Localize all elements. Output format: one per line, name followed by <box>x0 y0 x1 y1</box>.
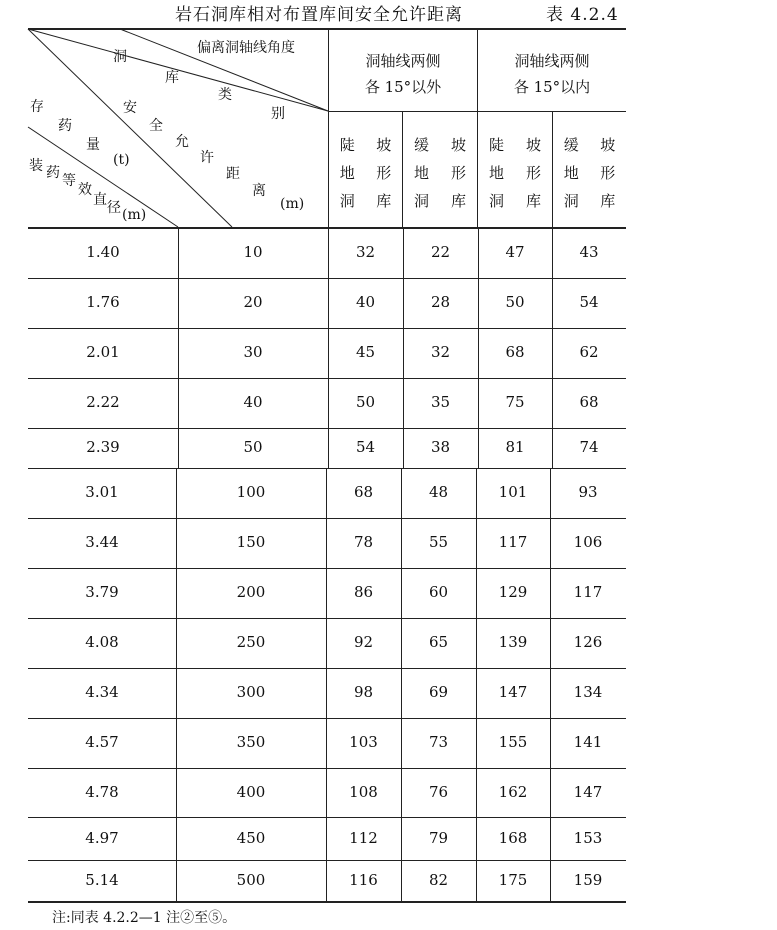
cell-outside-gentle: 35 <box>430 393 451 411</box>
header-diameter-char-6: 径 <box>107 200 121 216</box>
header-diameter-char-4: 效 <box>78 182 92 198</box>
row-divider <box>401 860 402 901</box>
cell-inside-gentle: 74 <box>579 438 599 456</box>
row-divider <box>550 668 551 718</box>
cell-diameter: 1.76 <box>86 293 120 311</box>
cell-inside-gentle: 68 <box>579 393 599 411</box>
row-divider <box>476 618 477 668</box>
cell-outside-gentle: 55 <box>428 533 449 551</box>
header-charge-char-3: 量 <box>86 137 100 153</box>
cell-outside-gentle: 32 <box>430 343 451 361</box>
row-divider <box>550 768 551 817</box>
cell-inside-steep: 101 <box>498 483 528 501</box>
row-divider <box>403 228 404 278</box>
row-divider <box>176 817 177 860</box>
row-divider <box>401 568 402 618</box>
subcolumn-1-char: 库 <box>376 192 392 210</box>
cell-inside-steep: 47 <box>505 243 525 261</box>
header-type-char-3: 类 <box>218 87 232 103</box>
header-type-char-1: 洞 <box>113 49 127 65</box>
header-distance-char-3: 允 <box>175 134 189 150</box>
row-divider <box>328 428 329 468</box>
header-distance-char-4: 许 <box>200 150 214 166</box>
row-divider <box>176 518 177 568</box>
row-divider <box>401 668 402 718</box>
cell-outside-gentle: 38 <box>430 438 451 456</box>
cell-outside-steep: 78 <box>353 533 374 551</box>
row-rule <box>28 428 626 429</box>
subcolumn-3-char: 地 <box>488 164 504 182</box>
subcolumn-2-char: 坡 <box>450 136 466 154</box>
subcolumn-3-char: 库 <box>525 192 541 210</box>
cell-diameter: 2.39 <box>86 438 120 456</box>
row-divider <box>401 817 402 860</box>
cell-outside-gentle: 48 <box>428 483 449 501</box>
row-divider <box>552 428 553 468</box>
cell-inside-steep: 168 <box>498 829 528 847</box>
row-divider <box>552 378 553 428</box>
cell-diameter: 3.01 <box>85 483 119 501</box>
row-divider <box>403 378 404 428</box>
cell-outside-gentle: 76 <box>428 783 449 801</box>
header-distance-char-1: 安 <box>123 100 137 116</box>
group-outside-line1: 洞轴线两侧 <box>365 52 441 70</box>
row-divider <box>328 328 329 378</box>
cell-inside-steep: 139 <box>498 633 528 651</box>
cell-outside-gentle: 65 <box>428 633 449 651</box>
cell-outside-steep: 45 <box>355 343 376 361</box>
subcolumn-2-char: 形 <box>450 164 466 182</box>
header-distance-char-5: 距 <box>226 166 240 182</box>
row-divider <box>478 378 479 428</box>
cell-inside-gentle: 54 <box>579 293 599 311</box>
cell-inside-gentle: 147 <box>573 783 603 801</box>
row-divider <box>326 817 327 860</box>
cell-charge: 300 <box>236 683 266 701</box>
row-divider <box>326 518 327 568</box>
row-divider <box>326 568 327 618</box>
cell-inside-gentle: 43 <box>579 243 599 261</box>
cell-outside-gentle: 22 <box>430 243 451 261</box>
row-divider <box>178 378 179 428</box>
subcolumn-4-char: 洞 <box>563 192 579 210</box>
row-divider <box>401 618 402 668</box>
row-divider <box>328 278 329 328</box>
row-divider <box>476 518 477 568</box>
row-divider <box>476 718 477 768</box>
header-charge-char-1: 存 <box>30 99 44 115</box>
cell-diameter: 2.22 <box>86 393 120 411</box>
row-divider <box>401 718 402 768</box>
row-rule <box>28 518 626 519</box>
row-divider <box>550 618 551 668</box>
cell-inside-gentle: 126 <box>573 633 603 651</box>
row-divider <box>178 328 179 378</box>
header-type-char-2: 库 <box>165 70 179 86</box>
cell-diameter: 1.40 <box>86 243 120 261</box>
row-rule <box>28 468 626 469</box>
cell-inside-gentle: 106 <box>573 533 603 551</box>
row-divider <box>176 668 177 718</box>
subcolumn-4-char: 缓 <box>563 136 579 154</box>
cell-outside-gentle: 82 <box>428 871 449 889</box>
row-divider <box>478 428 479 468</box>
table-note: 注:同表 4.2.2—1 注②至⑤。 <box>52 910 237 926</box>
cell-inside-steep: 129 <box>498 583 528 601</box>
subcolumn-2-char: 地 <box>413 164 429 182</box>
cell-outside-gentle: 73 <box>428 733 449 751</box>
cell-charge: 200 <box>236 583 266 601</box>
cell-outside-gentle: 79 <box>428 829 449 847</box>
cell-diameter: 4.78 <box>85 783 119 801</box>
row-divider <box>403 278 404 328</box>
row-divider <box>476 860 477 901</box>
subcolumn-1-char: 陡 <box>339 136 355 154</box>
row-divider <box>176 618 177 668</box>
cell-inside-steep: 68 <box>505 343 525 361</box>
cell-inside-gentle: 93 <box>578 483 598 501</box>
cell-outside-steep: 116 <box>349 871 378 889</box>
cell-inside-steep: 117 <box>498 533 528 551</box>
cell-charge: 500 <box>236 871 266 889</box>
row-divider <box>326 860 327 901</box>
row-divider <box>178 228 179 278</box>
header-angle-label: 偏离洞轴线角度 <box>197 40 295 56</box>
subcolumn-2-char: 缓 <box>413 136 429 154</box>
cell-outside-steep: 108 <box>349 783 378 801</box>
cell-diameter: 2.01 <box>86 343 120 361</box>
row-divider <box>176 468 177 518</box>
row-divider <box>403 428 404 468</box>
cell-charge: 50 <box>243 438 263 456</box>
header-diameter-char-3: 等 <box>62 173 76 189</box>
header-diameter-unit: (m) <box>122 207 147 223</box>
row-rule <box>28 328 626 329</box>
cell-charge: 400 <box>236 783 266 801</box>
header-distance-unit: (m) <box>280 196 305 212</box>
cell-diameter: 4.34 <box>85 683 119 701</box>
group-inside-line2: 各 15°以内 <box>513 78 591 96</box>
subcolumn-2-char: 库 <box>450 192 466 210</box>
row-divider <box>550 518 551 568</box>
header-distance-char-6: 离 <box>252 183 266 199</box>
header-distance-char-2: 全 <box>149 118 163 134</box>
cell-inside-steep: 75 <box>505 393 525 411</box>
cell-charge: 30 <box>243 343 263 361</box>
row-divider <box>326 718 327 768</box>
subcolumn-3-char: 坡 <box>525 136 541 154</box>
subcolumn-1-char: 形 <box>376 164 392 182</box>
cell-diameter: 3.79 <box>85 583 119 601</box>
group-inside-line1: 洞轴线两侧 <box>514 52 590 70</box>
row-divider <box>326 768 327 817</box>
row-divider <box>552 278 553 328</box>
cell-charge: 250 <box>236 633 266 651</box>
cell-outside-gentle: 28 <box>430 293 451 311</box>
cell-outside-gentle: 60 <box>428 583 449 601</box>
row-divider <box>476 568 477 618</box>
header-type-char-4: 别 <box>271 106 285 122</box>
row-divider <box>550 817 551 860</box>
table-number: 表 4.2.4 <box>546 5 619 25</box>
row-divider <box>176 768 177 817</box>
cell-charge: 450 <box>236 829 266 847</box>
row-divider <box>478 278 479 328</box>
header-charge-char-2: 药 <box>58 118 72 134</box>
cell-diameter: 5.14 <box>85 871 119 889</box>
row-divider <box>476 668 477 718</box>
subcolumn-4-char: 库 <box>600 192 616 210</box>
row-rule <box>28 278 626 279</box>
cell-outside-steep: 68 <box>353 483 374 501</box>
row-rule <box>28 668 626 669</box>
cell-diameter: 4.57 <box>85 733 119 751</box>
row-rule <box>28 378 626 379</box>
row-divider <box>401 518 402 568</box>
bottom-rule <box>28 901 626 903</box>
table-title: 岩石洞库相对布置库间安全允许距离 <box>175 5 463 25</box>
cell-outside-steep: 32 <box>355 243 376 261</box>
group-outside-line2: 各 15°以外 <box>364 78 442 96</box>
row-rule <box>28 568 626 569</box>
cell-inside-steep: 162 <box>498 783 528 801</box>
cell-charge: 350 <box>236 733 266 751</box>
cell-outside-steep: 86 <box>353 583 374 601</box>
row-divider <box>178 428 179 468</box>
cell-outside-steep: 92 <box>353 633 374 651</box>
row-divider <box>552 328 553 378</box>
subcolumn-2-char: 洞 <box>413 192 429 210</box>
cell-outside-steep: 40 <box>355 293 376 311</box>
row-divider <box>326 618 327 668</box>
header-diameter-char-1: 装 <box>29 158 43 174</box>
cell-inside-gentle: 117 <box>573 583 603 601</box>
cell-inside-steep: 147 <box>498 683 528 701</box>
cell-inside-steep: 50 <box>505 293 525 311</box>
cell-diameter: 4.08 <box>85 633 119 651</box>
subcolumn-4-char: 地 <box>563 164 579 182</box>
header-diameter-char-5: 直 <box>93 192 107 208</box>
subcolumn-1-char: 地 <box>339 164 355 182</box>
row-divider <box>176 568 177 618</box>
row-divider <box>401 768 402 817</box>
cell-charge: 100 <box>236 483 266 501</box>
row-divider <box>328 228 329 278</box>
cell-charge: 150 <box>236 533 266 551</box>
cell-outside-steep: 98 <box>353 683 374 701</box>
cell-outside-steep: 103 <box>349 733 378 751</box>
cell-inside-gentle: 159 <box>573 871 603 889</box>
cell-inside-gentle: 153 <box>573 829 603 847</box>
row-divider <box>476 768 477 817</box>
row-divider <box>401 468 402 518</box>
row-divider <box>550 468 551 518</box>
row-divider <box>550 568 551 618</box>
cell-inside-steep: 175 <box>498 871 528 889</box>
cell-charge: 40 <box>243 393 263 411</box>
cell-outside-gentle: 69 <box>428 683 449 701</box>
row-divider <box>176 718 177 768</box>
row-rule <box>28 817 626 818</box>
subcolumn-3-char: 陡 <box>488 136 504 154</box>
cell-inside-gentle: 141 <box>573 733 603 751</box>
header-diameter-char-2: 药 <box>46 165 60 181</box>
cell-outside-steep: 50 <box>355 393 376 411</box>
row-divider <box>176 860 177 901</box>
subcolumn-1-char: 坡 <box>376 136 392 154</box>
row-divider <box>550 718 551 768</box>
subcolumn-3-char: 洞 <box>488 192 504 210</box>
cell-charge: 10 <box>243 243 263 261</box>
subcolumn-4-char: 坡 <box>600 136 616 154</box>
row-divider <box>476 468 477 518</box>
row-divider <box>178 278 179 328</box>
row-divider <box>550 860 551 901</box>
cell-inside-gentle: 134 <box>573 683 603 701</box>
row-divider <box>552 228 553 278</box>
row-divider <box>403 328 404 378</box>
cell-inside-steep: 155 <box>498 733 528 751</box>
row-divider <box>478 328 479 378</box>
row-rule <box>28 860 626 861</box>
cell-diameter: 3.44 <box>85 533 119 551</box>
cell-outside-steep: 112 <box>349 829 378 847</box>
row-rule <box>28 768 626 769</box>
row-divider <box>328 378 329 428</box>
cell-charge: 20 <box>243 293 263 311</box>
subcolumn-3-char: 形 <box>525 164 541 182</box>
cell-outside-steep: 54 <box>355 438 376 456</box>
row-divider <box>478 228 479 278</box>
row-divider <box>326 468 327 518</box>
header-charge-unit: (t) <box>113 152 130 168</box>
row-rule <box>28 718 626 719</box>
cell-diameter: 4.97 <box>85 829 119 847</box>
cell-inside-steep: 81 <box>505 438 525 456</box>
row-rule <box>28 618 626 619</box>
cell-inside-gentle: 62 <box>579 343 599 361</box>
subcolumn-1-char: 洞 <box>339 192 355 210</box>
row-divider <box>326 668 327 718</box>
subcolumn-4-char: 形 <box>600 164 616 182</box>
row-divider <box>476 817 477 860</box>
